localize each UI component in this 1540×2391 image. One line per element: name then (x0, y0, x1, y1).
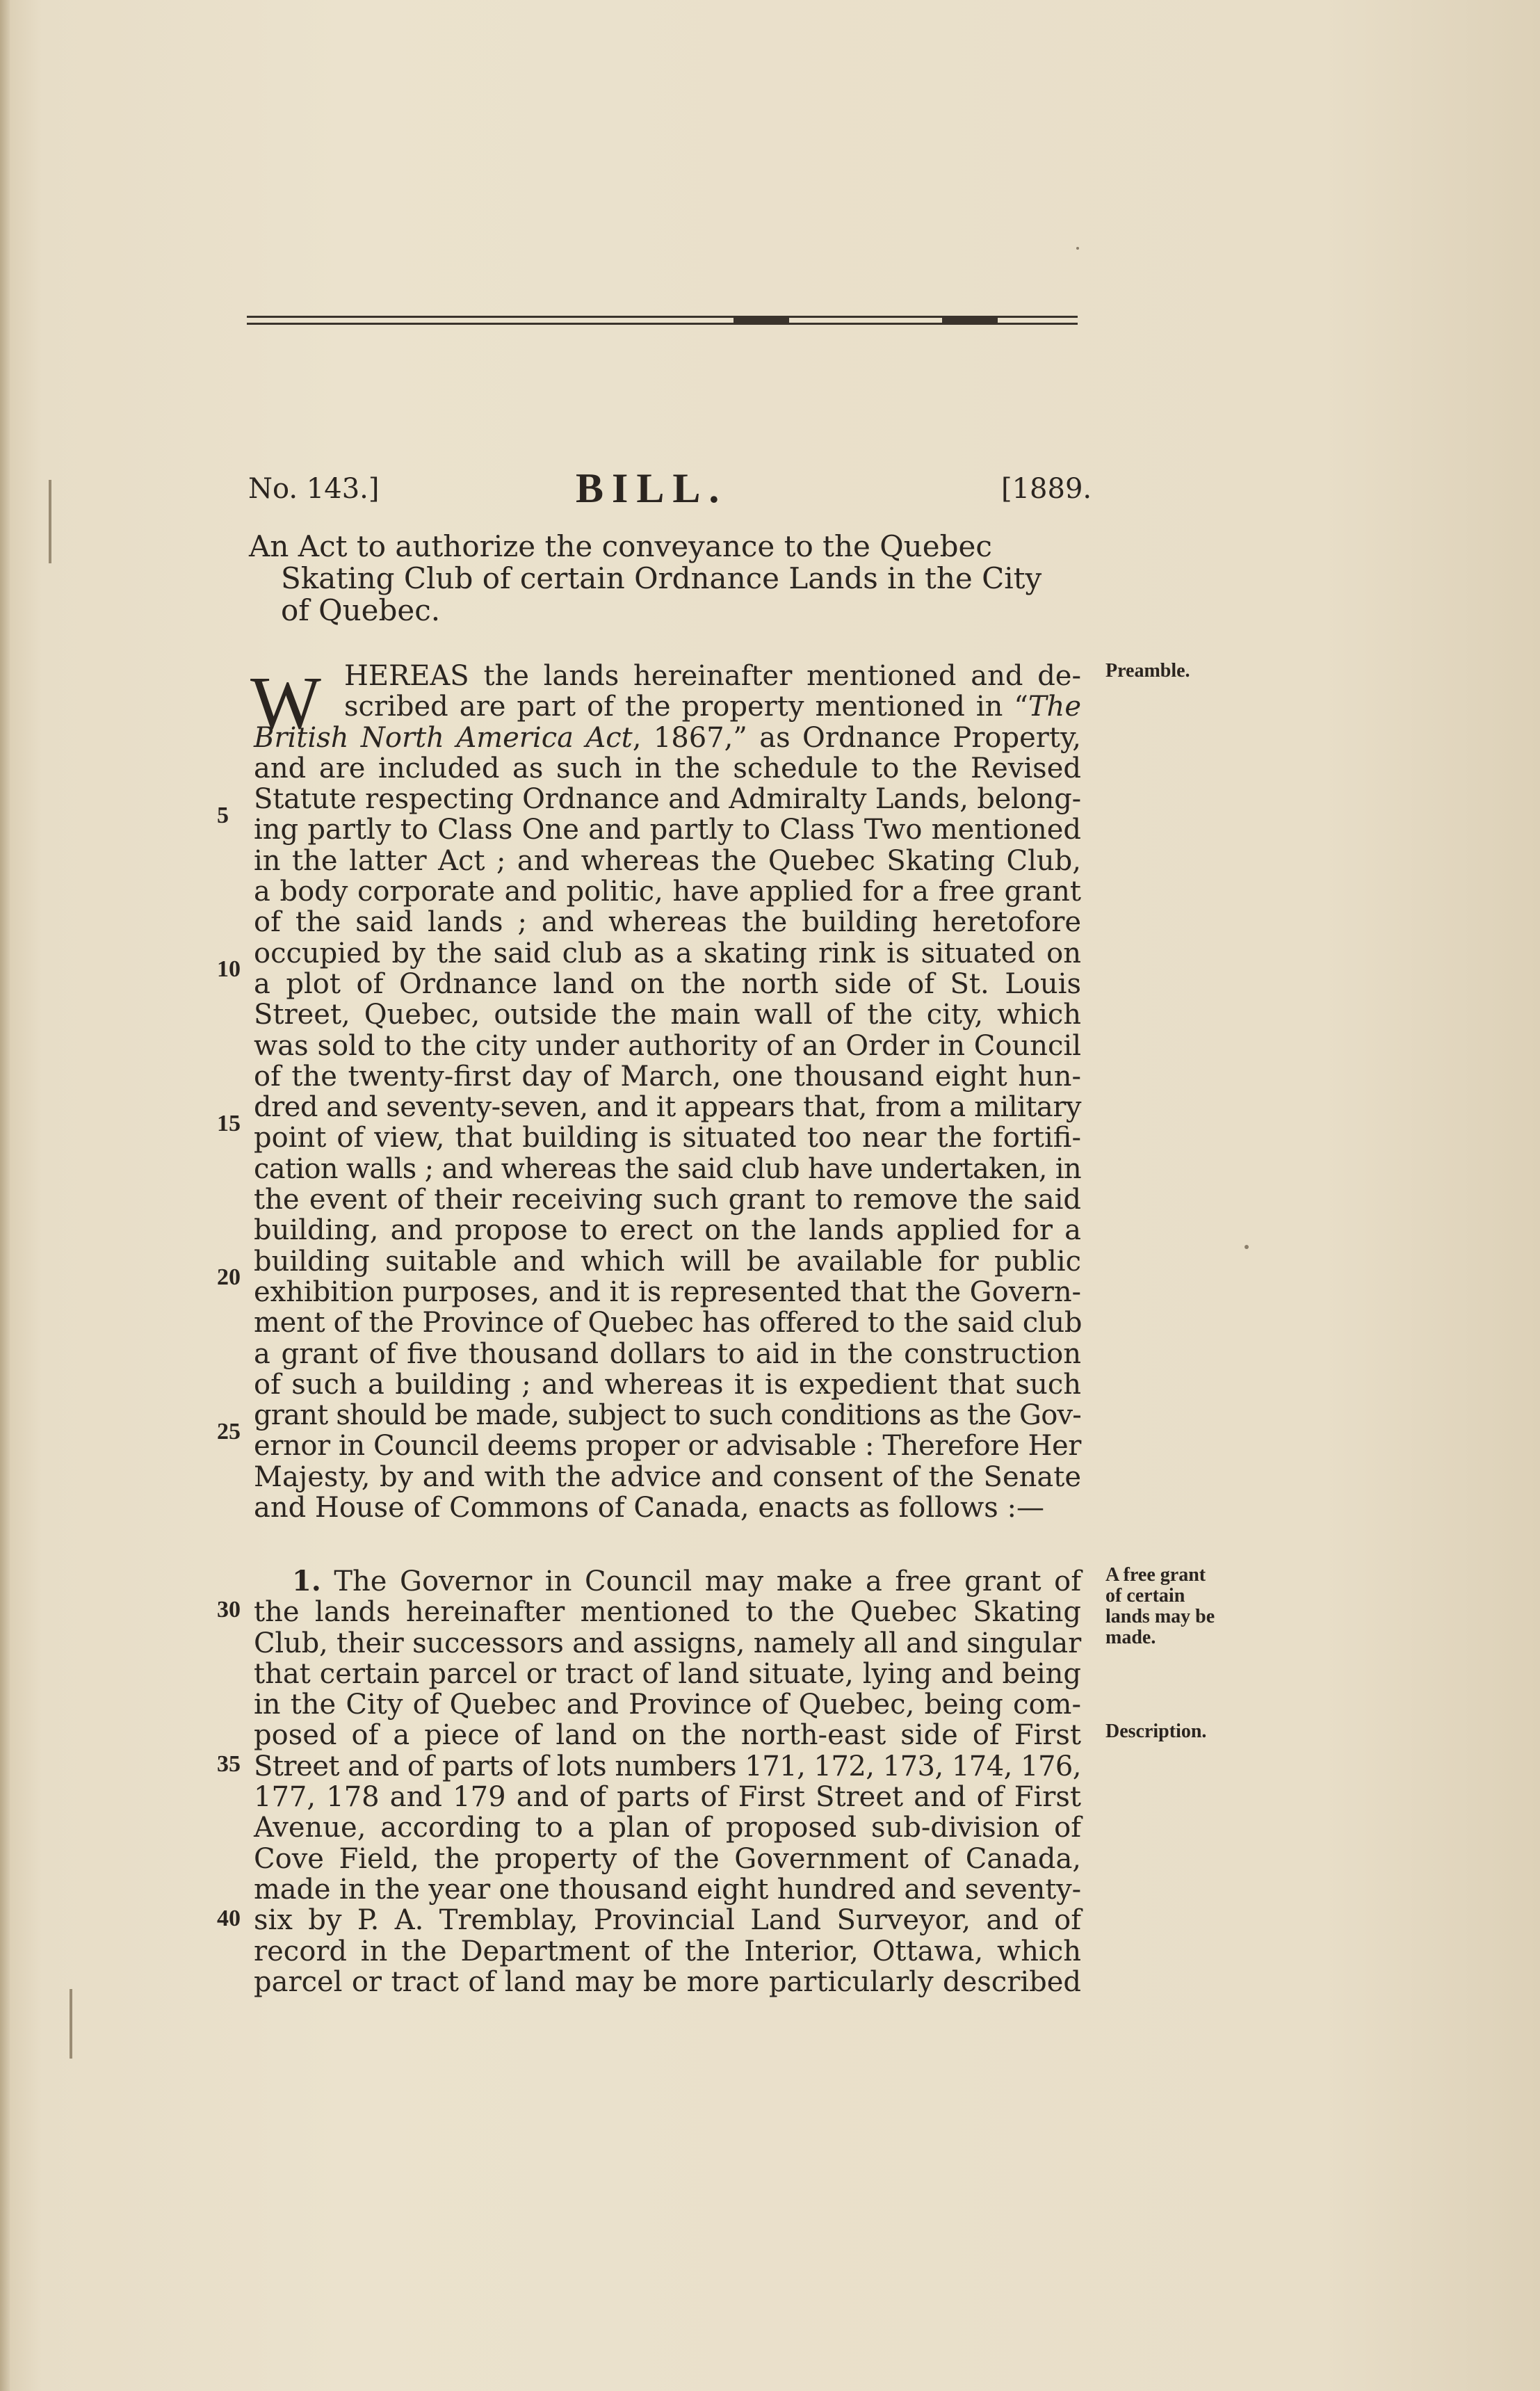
line-number: 30 (217, 1597, 241, 1623)
act-title-line: An Act to authorize the conveyance to the Quebec (249, 529, 992, 563)
act-title-line: of Quebec. (281, 593, 441, 627)
preamble-line: scribed are part of the property mentioned in “The (344, 691, 1081, 723)
section-1-line: Street and of parts of lots numbers 171, 172, 173, 174, 176, (254, 1750, 1081, 1782)
margin-note-description: Description. (1105, 1721, 1207, 1742)
paper-speck (1076, 247, 1079, 250)
margin-note-preamble: Preamble. (1105, 660, 1190, 682)
preamble-line: exhibition purposes, and it is represented that the Govern- (254, 1275, 1081, 1308)
preamble-line: HEREAS the lands hereinafter mentioned and de- (344, 660, 1081, 692)
preamble-line: of such a building ; and whereas it is expedient that such (254, 1368, 1081, 1401)
section-1-line: Club, their successors and assigns, namely all and singular (254, 1627, 1081, 1659)
preamble-line: British North America Act, 1867,” as Ordnance Property, (254, 721, 1081, 754)
paper-speck (1245, 1245, 1249, 1249)
line-number: 40 (217, 1906, 241, 1931)
preamble-line: occupied by the said club as a skating rink is situated on (254, 937, 1081, 969)
preamble-line: building suitable and which will be available for public (254, 1245, 1081, 1278)
section-line-text: The Governor in Council may make a free grant of (334, 1565, 1082, 1597)
preamble-line: grant should be made, subject to such conditions as the Gov- (254, 1399, 1081, 1432)
preamble-text (254, 661, 1088, 1523)
margin-note-line: made. (1105, 1627, 1156, 1648)
preamble-line: point of view, that building is situated too near the fortifi- (254, 1122, 1081, 1154)
section-1-line: six by P. A. Tremblay, Provincial Land Surveyor, and of (254, 1904, 1081, 1937)
section-1-text (254, 1566, 1088, 1997)
header-double-rule (247, 313, 1078, 328)
margin-note-line: lands may be (1105, 1606, 1215, 1627)
line-number: 20 (217, 1264, 241, 1290)
paper-edge-mark (70, 1989, 72, 2059)
margin-note-free-grant (1105, 1565, 1215, 1648)
preamble-line: of the said lands ; and whereas the building heretofore (254, 906, 1081, 939)
section-1-line (254, 1566, 1088, 1597)
preamble-line: Street, Quebec, outside the main wall of the city, which (254, 999, 1081, 1031)
section-1-line: Cove Field, the property of the Government of Canada, (254, 1842, 1081, 1875)
preamble-line: and are included as such in the schedule to the Revised (254, 752, 1081, 784)
preamble-line: of the twenty-first day of March, one thousand eight hun- (254, 1060, 1081, 1093)
section-1-line: posed of a piece of land on the north-east side of First (254, 1719, 1081, 1752)
margin-note-line: of certain (1105, 1585, 1185, 1607)
preamble-line: cation walls ; and whereas the said club have undertaken, in (254, 1152, 1081, 1185)
preamble-line: dred and seventy-seven, and it appears that, from a military (254, 1091, 1081, 1124)
act-title-line: Skating Club of certain Ordnance Lands in the City (281, 561, 1042, 595)
preamble-line: a grant of five thousand dollars to aid in the construction (254, 1337, 1081, 1370)
page-spine-shadow (0, 0, 10, 2391)
margin-note-line: A free grant (1105, 1564, 1206, 1586)
preamble-line: building, and propose to erect on the lands applied for a (254, 1214, 1081, 1247)
act-title (249, 531, 1083, 627)
bill-year: [1889. (1001, 473, 1092, 505)
preamble-line: ernor in Council deems proper or advisable : Therefore Her (254, 1430, 1081, 1463)
section-1-line: that certain parcel or tract of land situate, lying and being (254, 1657, 1081, 1690)
preamble-line: Statute respecting Ordnance and Admiralty Lands, belong- (254, 783, 1082, 816)
section-1-line: record in the Department of the Interior, Ottawa, which (254, 1935, 1081, 1967)
bill-heading: BILL. (576, 465, 728, 511)
preamble-line: was sold to the city under authority of an Order in Council (254, 1029, 1081, 1062)
preamble-line: ing partly to Class One and partly to Class Two mentioned (254, 814, 1081, 846)
section-1-line: made in the year one thousand eight hundred and seventy- (254, 1873, 1081, 1906)
preamble-line: a body corporate and politic, have applied for a free grant (254, 876, 1081, 908)
preamble-line: and House of Commons of Canada, enacts as follows :— (254, 1492, 1044, 1524)
line-number: 10 (217, 956, 241, 982)
paper-edge-mark (49, 480, 51, 563)
preamble-line: a plot of Ordnance land on the north side of St. Louis (254, 967, 1081, 1000)
line-number: 5 (217, 803, 229, 828)
preamble-line: Majesty, by and with the advice and consent of the Senate (254, 1460, 1081, 1493)
line-number: 15 (217, 1111, 241, 1136)
section-number: 1. (292, 1565, 321, 1597)
section-1-line: Avenue, according to a plan of proposed sub-division of (254, 1812, 1081, 1844)
drop-cap: W (250, 662, 321, 745)
preamble-line: in the latter Act ; and whereas the Quebec Skating Club, (254, 844, 1081, 877)
line-number: 25 (217, 1419, 241, 1444)
section-1-line: the lands hereinafter mentioned to the Quebec Skating (254, 1596, 1081, 1629)
section-1-line: parcel or tract of land may be more particularly described (254, 1965, 1081, 1998)
bill-number: No. 143.] (248, 473, 380, 505)
section-1-line: in the City of Quebec and Province of Quebec, being com- (254, 1689, 1081, 1721)
section-1-line: 177, 178 and 179 and of parts of First Street and of First (254, 1781, 1081, 1814)
preamble-line: the event of their receiving such grant to remove the said (254, 1184, 1081, 1216)
line-number: 35 (217, 1751, 241, 1777)
preamble-line: ment of the Province of Quebec has offered to the said club (254, 1307, 1083, 1339)
